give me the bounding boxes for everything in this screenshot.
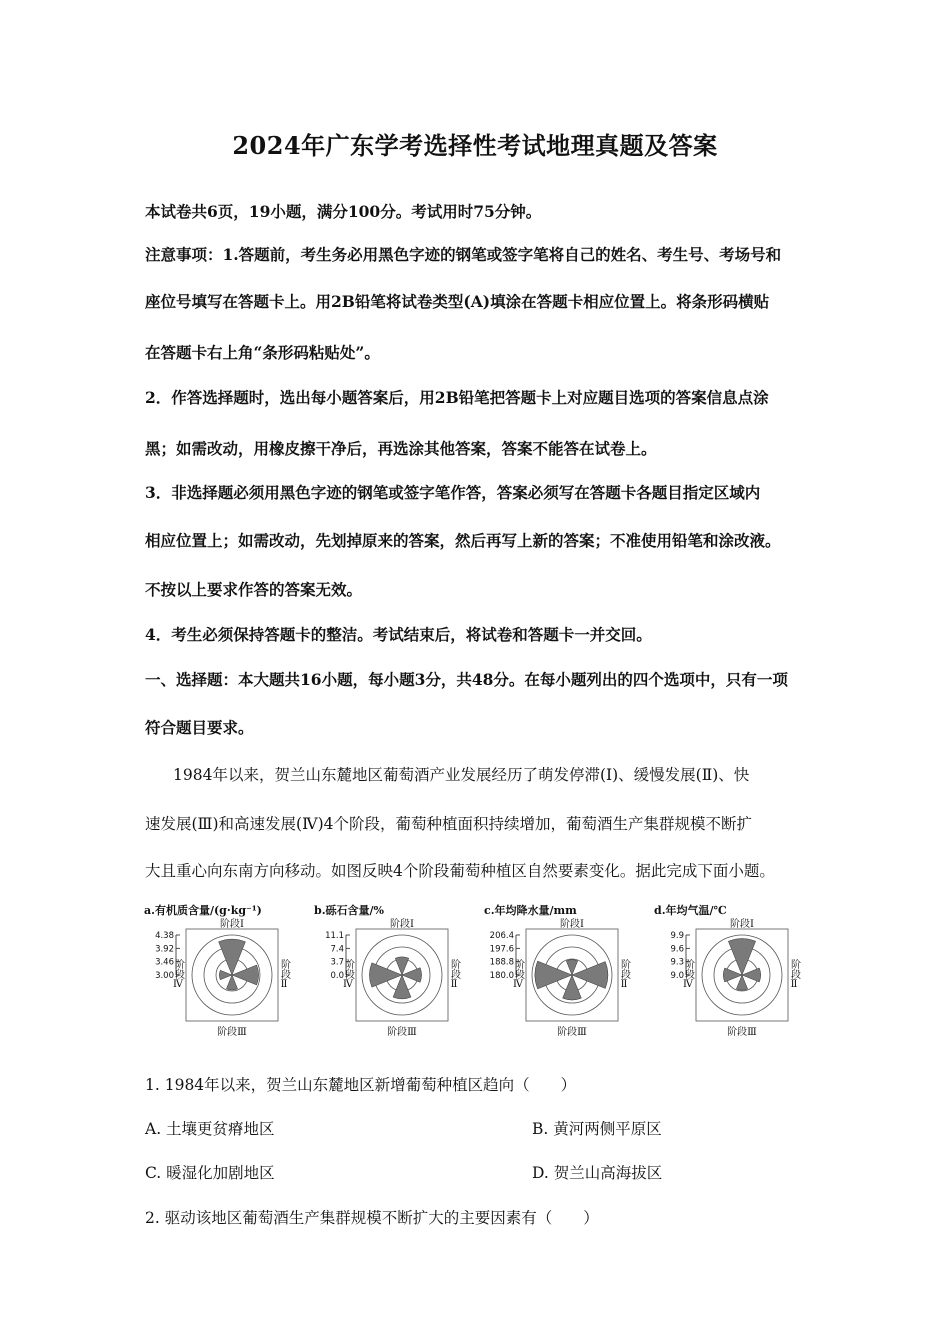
stage-label-1: 阶段Ⅰ [560, 919, 584, 930]
stage-wedge-stage4 [535, 961, 572, 989]
instruction-line: 不按以上要求作答的答案无效。 [145, 580, 363, 599]
scale-tick-label: 3.00 [155, 971, 174, 981]
stage-wedge-stage2 [742, 968, 761, 982]
stage-wedge-stage4 [723, 968, 742, 982]
stage-label-3: 阶段Ⅲ [727, 1027, 757, 1038]
question-1-option-c: C. 暖湿化加剧地区 [145, 1164, 275, 1182]
stage-label-4: 阶段Ⅳ [342, 959, 354, 990]
stage-label-4: 阶段Ⅳ [512, 959, 524, 990]
question-1-stem: 1. 1984年以来，贺兰山东麓地区新增葡萄种植区趋向（ ） [145, 1076, 577, 1094]
scale-tick-label: 188.8 [489, 957, 514, 968]
stage-wedge-stage3 [393, 975, 411, 999]
chart-title: a.有机质含量/(g·kg⁻¹) [144, 904, 262, 917]
chart-panel [654, 903, 801, 1038]
chart-panel [484, 903, 631, 1038]
question-1-option-d: D. 贺兰山高海拔区 [532, 1164, 663, 1182]
instruction-line: 黑；如需改动，用橡皮擦干净后，再选涂其他答案，答案不能答在试卷上。 [145, 439, 657, 458]
scale-tick-label: 206.4 [489, 931, 514, 941]
scale-tick-label: 9.3 [670, 957, 684, 968]
scale-tick-label: 3.7 [330, 957, 344, 968]
chart-title: c.年均降水量/mm [484, 904, 577, 917]
section-heading: 符合题目要求。 [145, 718, 254, 737]
chart-panel [314, 903, 461, 1038]
instruction-line: 相应位置上；如需改动，先划掉原来的答案，然后再写上新的答案；不准使用铅笔和涂改液。 [145, 531, 781, 550]
stage-label-1: 阶段Ⅰ [730, 919, 754, 930]
chart-title: d.年均气温/℃ [654, 904, 727, 917]
stage-wedge-stage1 [395, 957, 409, 975]
stage-label-4: 阶段Ⅳ [172, 959, 184, 990]
question-1-option-a: A. 土壤更贫瘠地区 [145, 1120, 275, 1138]
stage-label-1: 阶段Ⅰ [220, 919, 244, 930]
stage-label-2: 阶段Ⅱ [788, 959, 800, 990]
stage-wedge-stage3 [226, 975, 237, 990]
stage-label-3: 阶段Ⅲ [387, 1027, 417, 1038]
stage-label-3: 阶段Ⅲ [217, 1027, 247, 1038]
instruction-line: 3．非选择题必须用黑色字迹的钢笔或签字笔作答，答案必须写在答题卡各题目指定区域内 [145, 483, 761, 502]
scale-tick-label: 9.0 [670, 971, 684, 981]
stage-label-2: 阶段Ⅱ [278, 959, 290, 990]
scale-tick-label: 11.1 [325, 931, 344, 941]
stage-label-2: 阶段Ⅱ [448, 959, 460, 990]
stage-wedge-stage1 [219, 939, 246, 975]
stage-label-3: 阶段Ⅲ [557, 1027, 587, 1038]
scale-tick-label: 0.0 [330, 971, 344, 981]
question-2-stem: 2. 驱动该地区葡萄酒生产集群规模不断扩大的主要因素有（ ） [145, 1209, 599, 1227]
instruction-line: 注意事项：1.答题前，考生务必用黑色字迹的钢笔或签字笔将自己的姓名、考生号、考场号和 [145, 245, 782, 264]
stage-label-4: 阶段Ⅳ [682, 959, 694, 990]
passage-line: 速发展(Ⅲ)和高速发展(Ⅳ)4个阶段，葡萄种植面积持续增加，葡萄酒生产集群规模不断扩 [145, 815, 752, 833]
instruction-line: 在答题卡右上角“条形码粘贴处”。 [145, 343, 380, 362]
section-heading: 一、选择题：本大题共16小题，每小题3分，共48分。在每小题列出的四个选项中，只有一项 [145, 670, 788, 689]
scale-tick-label: 9.6 [670, 944, 684, 955]
instruction-line: 座位号填写在答题卡上。用2B铅笔将试卷类型(A)填涂在答题卡相应位置上。将条形码横贴 [145, 292, 770, 311]
scale-tick-label: 9.9 [670, 931, 684, 941]
stage-wedge-stage2 [232, 965, 259, 985]
stage-wedge-stage4 [219, 970, 232, 979]
page-title: 2024年广东学考选择性考试地理真题及答案 [232, 131, 718, 160]
scale-tick-label: 197.6 [489, 944, 514, 955]
stage-wedge-stage2 [572, 962, 608, 989]
scale-tick-label: 4.38 [155, 931, 174, 941]
passage-line: 大且重心向东南方向移动。如图反映4个阶段葡萄种植区自然要素变化。据此完成下面小题。 [145, 862, 775, 880]
stage-label-1: 阶段Ⅰ [390, 919, 414, 930]
instruction-line: 本试卷共6页，19小题，满分100分。考试用时75分钟。 [145, 202, 542, 221]
stage-wedge-stage3 [563, 975, 582, 1000]
scale-tick-label: 180.0 [489, 971, 514, 981]
stage-radial-charts [140, 900, 820, 1040]
chart-panel [144, 903, 291, 1038]
stage-label-2: 阶段Ⅱ [618, 959, 630, 990]
instruction-line: 2．作答选择题时，选出每小题答案后，用2B铅笔把答题卡上对应题目选项的答案信息点涂 [145, 388, 769, 407]
scale-tick-label: 3.92 [155, 944, 174, 955]
instruction-line: 4．考生必须保持答题卡的整洁。考试结束后，将试卷和答题卡一并交回。 [145, 625, 652, 644]
chart-title: b.砾石含量/% [314, 904, 384, 917]
stage-wedge-stage4 [369, 963, 402, 987]
stage-wedge-stage3 [736, 975, 747, 990]
stage-wedge-stage1 [566, 960, 577, 975]
scale-tick-label: 3.46 [155, 957, 174, 968]
passage-line: 1984年以来，贺兰山东麓地区葡萄酒产业发展经历了萌发停滞(Ⅰ)、缓慢发展(Ⅱ)、快 [173, 766, 750, 784]
question-1-option-b: B. 黄河两侧平原区 [532, 1120, 662, 1138]
scale-tick-label: 7.4 [330, 944, 344, 955]
stage-wedge-stage2 [402, 968, 422, 983]
stage-wedge-stage1 [728, 939, 755, 975]
